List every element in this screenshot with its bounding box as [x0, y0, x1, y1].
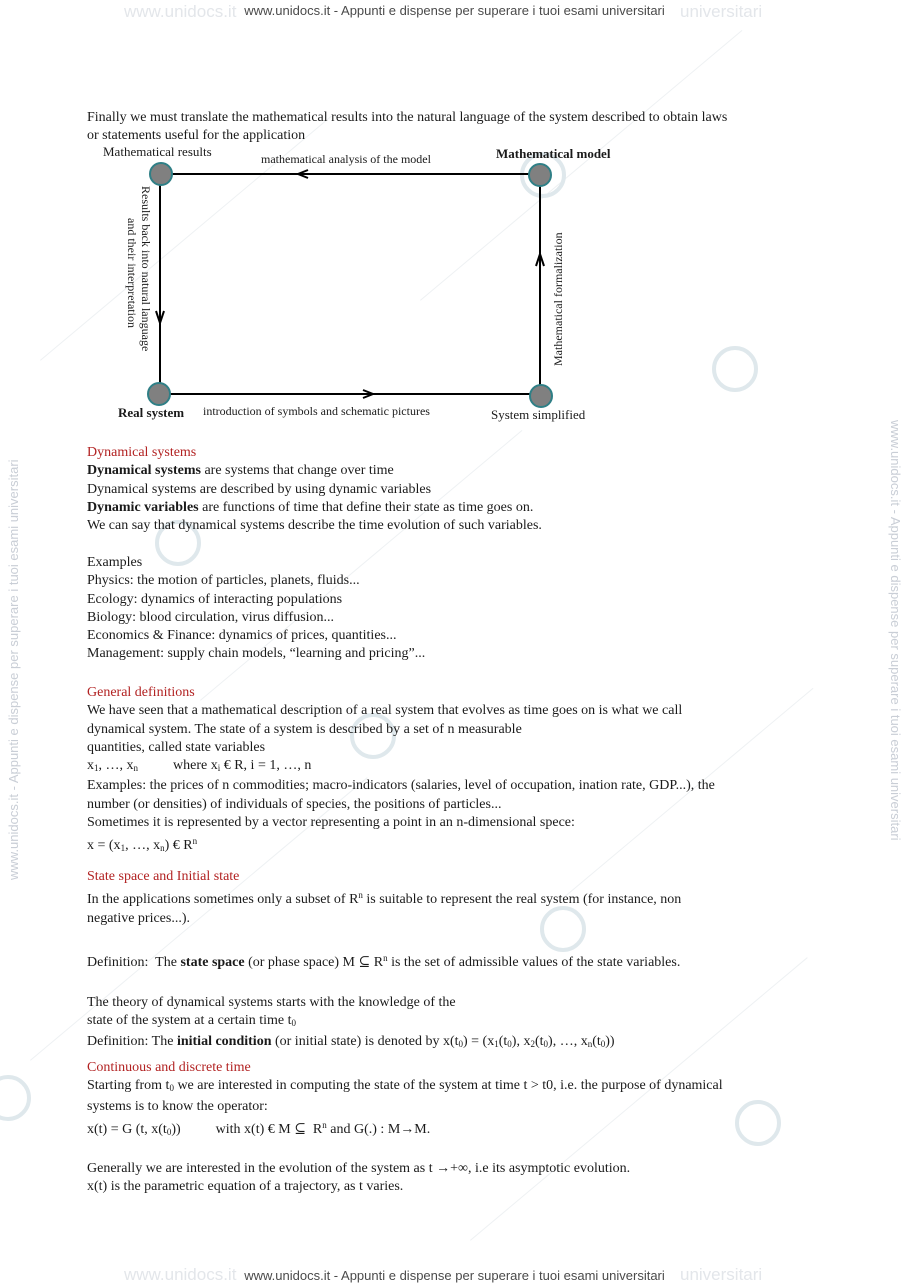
label-edge-top: mathematical analysis of the model: [261, 152, 431, 166]
operator-line: [87, 1116, 827, 1141]
superscript: n: [358, 890, 363, 901]
text-line: The theory of dynamical systems starts with the knowledge of the: [87, 995, 456, 1011]
section-examples: [87, 554, 827, 664]
process-diagram: [95, 140, 640, 430]
text-span: are functions of time that define their state as time goes on.: [198, 499, 534, 515]
text-span: Starting from t: [87, 1078, 170, 1094]
example-item: Ecology: dynamics of interacting populations: [87, 591, 343, 607]
section-state-space: [87, 868, 827, 1053]
text-line: Sometimes it is represented by a vector representing a point in an n-dimensional spece:: [87, 815, 575, 831]
text-line: [87, 1077, 827, 1097]
section-general-definitions: [87, 684, 827, 858]
text-line: [87, 462, 827, 480]
section-dynamical-systems: [87, 444, 827, 535]
node-system-simplified: [530, 385, 552, 407]
text-line: quantities, called state variables: [87, 739, 266, 755]
example-item: Economics & Finance: dynamics of prices, quantities...: [87, 628, 397, 644]
text-span: € R, i = 1, …, n: [220, 758, 312, 774]
text-line: number (or densities) of individuals of species, the positions of particles...: [87, 796, 502, 812]
subscript: 0: [169, 1083, 174, 1094]
text-line: systems is to know the operator:: [87, 1098, 268, 1114]
text-span: Definition: The: [87, 1033, 177, 1049]
text-span: ) € R: [164, 838, 193, 854]
text-span: x(t) = G (t, x(t: [87, 1121, 167, 1137]
text-line: [87, 1012, 827, 1032]
superscript: n: [192, 836, 198, 847]
text-span: state of the system at a certain time t: [87, 1013, 292, 1029]
text-span: are systems that change over time: [200, 463, 394, 479]
node-mathematical-results: [150, 163, 172, 185]
intro-line: Finally we must translate the mathematical results into the natural language of the system described to obtain laws: [87, 110, 728, 125]
examples-title: Examples: [87, 555, 143, 570]
label-edge-right: Mathematical formalization: [551, 232, 565, 366]
superscript: n: [383, 952, 388, 963]
text-span: ), x: [511, 1033, 531, 1049]
label-edge-bottom: introduction of symbols and schematic pictures: [203, 404, 430, 418]
section-continuous-time: [87, 1059, 827, 1197]
left-side-watermark: www.unidocs.it - Appunti e dispense per superare i tuoi esami universitari: [6, 459, 21, 880]
initial-condition-definition: [87, 1033, 827, 1053]
example-item: Management: supply chain models, “learning and pricing”...: [87, 646, 426, 662]
state-space-definition: [87, 949, 827, 972]
text-line: Dynamical systems are described by using dynamic variables: [87, 481, 432, 497]
text-line: We have seen that a mathematical description of a real system that evolves as time goes on is what we call: [87, 703, 683, 719]
text-span: In the applications sometimes only a subset of R: [87, 892, 359, 908]
text-span: )): [605, 1033, 615, 1049]
text-span: where x: [138, 758, 218, 774]
subscript: i: [217, 763, 221, 774]
superscript: n: [322, 1119, 327, 1130]
text-span: we are interested in computing the state of the system at time t > t0, i.e. the purpose of dynamical: [173, 1078, 723, 1094]
example-item: Biology: blood circulation, virus diffusion...: [87, 609, 335, 625]
text-span: ), …, x: [548, 1033, 588, 1049]
subscript: n: [587, 1038, 593, 1049]
subscript: n: [160, 843, 165, 854]
unidocs-logo-icon: [0, 1075, 31, 1121]
subscript: 1: [94, 763, 99, 774]
text-span: , …, x: [125, 838, 161, 854]
subscript: 0: [458, 1038, 463, 1049]
unidocs-logo-icon: [712, 346, 758, 392]
footer-watermark: www.unidocs.it - Appunti e dispense per superare i tuoi esami universitari: [244, 1268, 665, 1283]
text-span: (t: [498, 1033, 508, 1049]
text-span: )) with x(t) € M ⊆ R: [171, 1121, 323, 1137]
subscript: 0: [166, 1126, 172, 1137]
subscript: 0: [291, 1018, 296, 1029]
text-span: (t: [534, 1033, 544, 1049]
example-item: Physics: the motion of particles, planets, fluids...: [87, 573, 360, 589]
subscript: 0: [600, 1038, 606, 1049]
node-real-system: [148, 383, 170, 405]
watermark-ghost-right: universitari: [680, 2, 763, 21]
section-heading: General definitions: [87, 685, 195, 700]
subscript: 0: [543, 1038, 549, 1049]
section-heading: State space and Initial state: [87, 869, 240, 884]
text-span: , …, x: [98, 758, 134, 774]
section-heading: Continuous and discrete time: [87, 1060, 251, 1075]
label-mathematical-model: Mathematical model: [496, 146, 611, 161]
state-variables-line: [87, 757, 827, 777]
label-real-system: Real system: [118, 405, 185, 420]
text-line: negative prices...).: [87, 910, 191, 926]
text-span: x = (x: [87, 838, 121, 854]
text-span: (or initial state) is denoted by x(t: [271, 1033, 459, 1049]
right-side-watermark: www.unidocs.it - Appunti e dispense per superare i tuoi esami universitari: [888, 420, 903, 841]
watermark-ghost-left: www.unidocs.it: [124, 2, 237, 21]
intro-line: or statements useful for the application: [87, 128, 306, 144]
text-span: ) = (x: [463, 1033, 495, 1049]
text-span: and G(.) : M→M.: [326, 1121, 431, 1137]
bold-term: Dynamic variables: [87, 499, 199, 515]
node-mathematical-model: [529, 164, 551, 186]
section-heading: Dynamical systems: [87, 445, 197, 460]
watermark-ghost-right: universitari: [680, 1265, 763, 1284]
subscript: 0: [507, 1038, 512, 1049]
text-line: [87, 886, 827, 909]
bold-term: state space: [180, 954, 245, 970]
text-line: dynamical system. The state of a system is described by a set of n measurable: [87, 721, 522, 737]
label-system-simplified: System simplified: [491, 407, 586, 422]
text-span: is suitable to represent the real system (for instance, non: [362, 892, 682, 908]
label-edge-left-2: and their interpretation: [125, 218, 139, 328]
text-line: We can say that dynamical systems describe the time evolution of such variables.: [87, 518, 542, 534]
text-span: Definition: The: [87, 954, 181, 970]
bold-term: Dynamical systems: [87, 463, 201, 479]
label-edge-left-1: Results back into natural language: [139, 186, 153, 352]
watermark-ghost-left: www.unidocs.it: [124, 1265, 237, 1284]
subscript: 1: [494, 1038, 499, 1049]
text-span: is the set of admissible values of the state variables.: [387, 954, 681, 970]
text-line: x(t) is the parametric equation of a trajectory, as t varies.: [87, 1179, 404, 1195]
vector-line: [87, 832, 827, 857]
label-mathematical-results: Mathematical results: [103, 144, 212, 159]
subscript: n: [133, 763, 138, 774]
text-span: (or phase space) M ⊆ R: [244, 954, 384, 970]
text-line: [87, 499, 827, 517]
text-span: (t: [592, 1033, 601, 1049]
subscript: 2: [530, 1038, 535, 1049]
bold-term: initial condition: [176, 1033, 272, 1049]
text-span: x: [87, 758, 94, 774]
subscript: 1: [120, 843, 126, 854]
text-line: Examples: the prices of n commodities; macro-indicators (salaries, level of occupation, ination rate, GDP...), the: [87, 778, 715, 794]
header-watermark: www.unidocs.it - Appunti e dispense per superare i tuoi esami universitari: [244, 3, 665, 18]
text-line: Generally we are interested in the evolution of the system as t →+∞, i.e its asymptotic evolution.: [87, 1161, 631, 1177]
